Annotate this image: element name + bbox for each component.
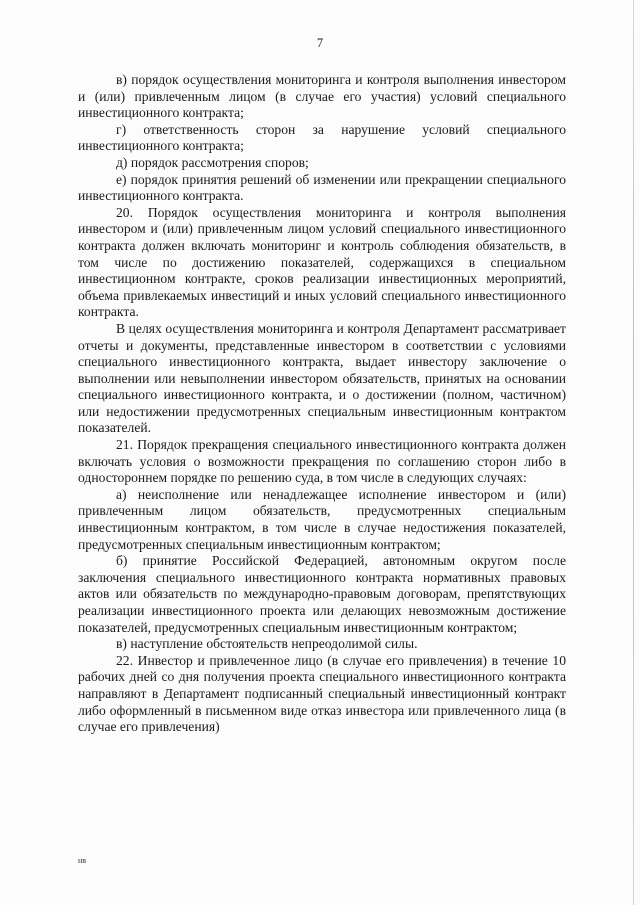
paragraph-section-22: 22. Инвестор и привлеченное лицо (в случае его привлечения) в течение 10 рабочих дней со дня получения проекта специального инвестиционного контракта направляют в Департамент подписанный специальный инвестиционный контракт либо оформленный в письменном виде отказ инвестора или привлеченного лица (в случае его привлечения) — [78, 652, 566, 735]
paragraph-item-a: а) неисполнение или ненадлежащее исполнение инвестором и (или) привлеченным лицом обязательств, предусмотренных специальным инвестиционным контрактом, в том числе в случае недостижения показателей, предусмотренных специальным инвестиционным контрактом; — [78, 486, 566, 552]
paragraph-section-20: 20. Порядок осуществления мониторинга и контроля выполнения инвестором и (или) привлеченным лицом условий специального инвестиционного контракта должен включать мониторинг и контроль соблюдения обязательств, в том числе по достижению показателей, содержащихся в специальном инвестиционном контракте, сроков реализации инвестиционных мероприятий, объема привлекаемых инвестиций и иных условий специального инвестиционного контракта. — [78, 204, 566, 320]
paragraph-monitoring-purpose: В целях осуществления мониторинга и контроля Департамент рассматривает отчеты и документы, представленные инвестором в соответствии с условиями специального инвестиционного контракта, выдает инвестору заключение о выполнении или невыполнении инвестором обязательств, принятых на основании специального инвестиционного контракта, и о достижении (полном, частичном) или недостижении предусмотренных специальным инвестиционным контрактом показателей. — [78, 320, 566, 436]
paragraph-item-e: е) порядок принятия решений об изменении или прекращении специального инвестиционного контракта. — [78, 171, 566, 204]
paragraph-item-g: г) ответственность сторон за нарушение условий специального инвестиционного контракта; — [78, 121, 566, 154]
paragraph-item-b: б) принятие Российской Федерацией, автономным округом после заключения специального инвестиционного контракта нормативных правовых актов или обязательств по международно-правовым договорам, препятствующих реализации инвестиционного проекта или делающих невозможным достижение показателей, предусмотренных специальным инвестиционным контрактом; — [78, 553, 566, 635]
paragraph-item-v-force-majeure: в) наступление обстоятельств непреодолимой силы. — [116, 636, 418, 652]
footer-mark: нв — [78, 856, 87, 865]
document-body — [78, 72, 566, 736]
scan-edge-line — [633, 0, 634, 905]
paragraph-section-21: 21. Порядок прекращения специального инвестиционного контракта должен включать условия о возможности прекращения по соглашению сторон либо в одностороннем порядке по решению суда, в том числе в следующих случаях: — [78, 437, 566, 486]
paragraph-item-d: д) порядок рассмотрения споров; — [116, 154, 309, 170]
page-number: 7 — [316, 36, 324, 50]
paragraph-item-v: в) порядок осуществления мониторинга и контроля выполнения инвестором и (или) привлеченным лицом (в случае его участия) условий специального инвестиционного контракта; — [78, 72, 566, 121]
